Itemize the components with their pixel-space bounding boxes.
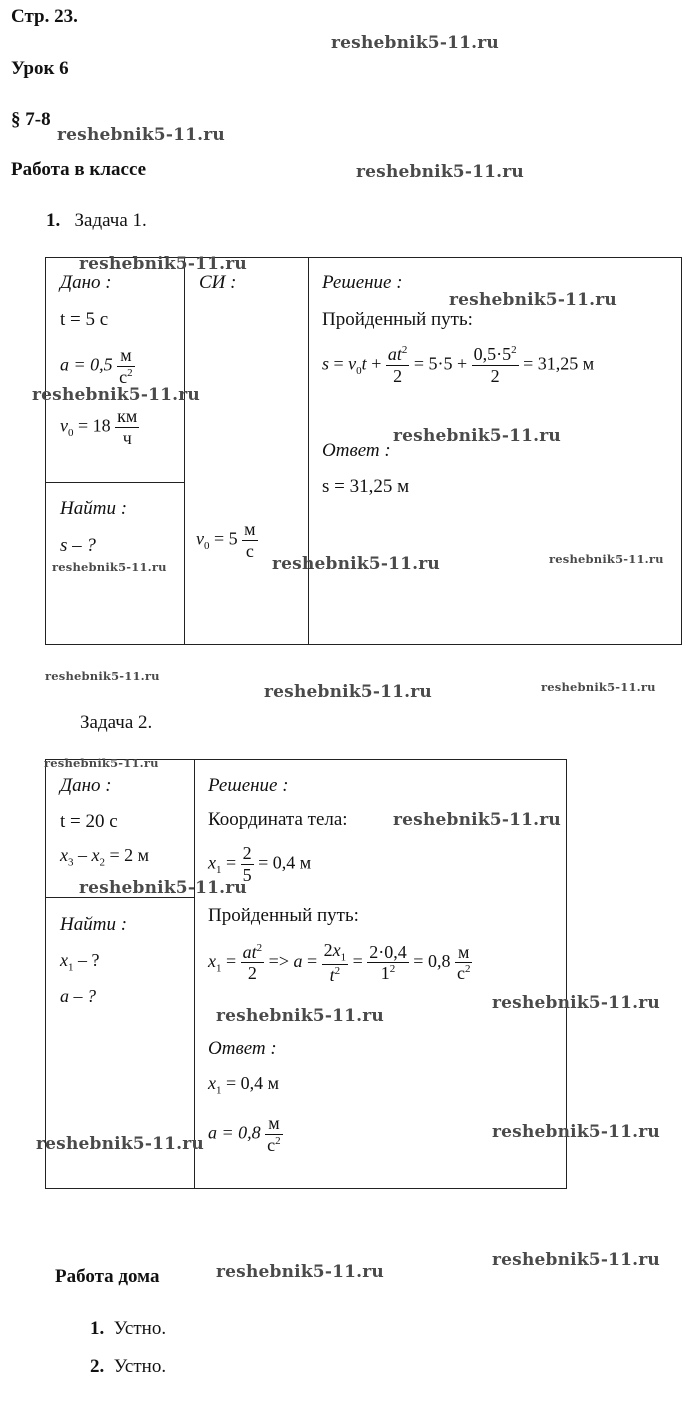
table-divider	[184, 257, 185, 644]
watermark: reshebnik5-11.ru	[216, 1262, 384, 1282]
home-item: 1. Устно.	[90, 1318, 167, 1339]
task2-path-label: Пройденный путь:	[208, 905, 359, 926]
watermark: reshebnik5-11.ru	[52, 560, 167, 574]
task2-coord-formula: $x_1$ = $\frac{2}{5}$ = 0,4 м	[208, 843, 312, 885]
task1-si-v0: $v_0 = 5$ м с	[196, 519, 256, 561]
watermark: reshebnik5-11.ru	[264, 682, 432, 702]
paragraph-ref: § 7-8	[11, 109, 51, 130]
home-item: 2. Устно.	[90, 1356, 167, 1377]
task1-si-label: СИ :	[199, 272, 237, 293]
task2-find-x1: $x_1$ – ?	[60, 950, 100, 974]
task2-answer-label: Ответ :	[208, 1038, 277, 1059]
task2-given-label: Дано :	[60, 775, 112, 796]
watermark: reshebnik5-11.ru	[492, 993, 660, 1013]
watermark: reshebnik5-11.ru	[32, 385, 200, 405]
task1-t-value: t = 5 с	[60, 309, 109, 330]
task1-find-label: Найти :	[60, 498, 128, 519]
table-divider	[45, 482, 185, 483]
task1-heading	[46, 210, 147, 232]
watermark: reshebnik5-11.ru	[356, 162, 524, 182]
task1-path-formula: $s = v_0t$ + $\frac{at^2}{2}$ = 5·5 + $\frac{0,5\cdot 5^2}{2}$ = 31,25 м	[322, 344, 595, 386]
task1-solution-label: Решение :	[322, 272, 403, 293]
task1-title: Задача 1.	[74, 210, 147, 231]
watermark: reshebnik5-11.ru	[44, 756, 159, 770]
page-number: Стр. 23.	[11, 6, 78, 27]
task2-answer-a: a = 0,8 м $с^2$	[208, 1113, 281, 1155]
watermark: reshebnik5-11.ru	[79, 878, 247, 898]
task1-path-label: Пройденный путь:	[322, 309, 473, 330]
task2-coord-label: Координата тела:	[208, 809, 348, 830]
watermark: reshebnik5-11.ru	[57, 125, 225, 145]
watermark: reshebnik5-11.ru	[393, 426, 561, 446]
task1-a-value: a = 0,5 м $с^2$	[60, 345, 133, 387]
watermark: reshebnik5-11.ru	[492, 1122, 660, 1142]
watermark: reshebnik5-11.ru	[331, 33, 499, 53]
task2-title: Задача 2.	[80, 712, 153, 733]
watermark: reshebnik5-11.ru	[492, 1250, 660, 1270]
home-work-heading: Работа дома	[55, 1266, 160, 1287]
watermark: reshebnik5-11.ru	[216, 1006, 384, 1026]
watermark: reshebnik5-11.ru	[541, 680, 656, 694]
watermark: reshebnik5-11.ru	[549, 552, 664, 566]
task2-solution-label: Решение :	[208, 775, 289, 796]
watermark: reshebnik5-11.ru	[272, 554, 440, 574]
task2-find-a: a – ?	[60, 986, 96, 1006]
task1-number: 1.	[46, 210, 61, 231]
watermark: reshebnik5-11.ru	[393, 810, 561, 830]
task2-answer-x1: $x_1 = 0,4$ м	[208, 1073, 280, 1097]
task1-find-s: s – ?	[60, 535, 96, 556]
task2-find-label: Найти :	[60, 914, 128, 935]
watermark: reshebnik5-11.ru	[79, 254, 247, 274]
task1-v0-value: $v_0 = 18$ км ч	[60, 406, 138, 448]
task2-t-value: t = 20 с	[60, 811, 118, 832]
task1-answer: s = 31,25 м	[322, 476, 410, 497]
task1-given-label: Дано :	[60, 272, 112, 293]
watermark: reshebnik5-11.ru	[449, 290, 617, 310]
class-work-heading: Работа в классе	[11, 159, 147, 180]
task1-answer-label: Ответ :	[322, 440, 391, 461]
watermark: reshebnik5-11.ru	[36, 1134, 204, 1154]
lesson-title: Урок 6	[11, 58, 69, 79]
task2-x-diff: $x_3 - x_2 = 2$ м	[60, 845, 150, 869]
task2-path-formula: $x_1$ = $\frac{at^2}{2}$ => a = $\frac{2x_1}{t^2}$ = $\frac{2\cdot 0,4}{1^2}$ = 0,8 м $с^2$	[208, 940, 471, 986]
table-divider	[194, 759, 195, 1188]
watermark: reshebnik5-11.ru	[45, 669, 160, 683]
table-divider	[308, 257, 309, 644]
